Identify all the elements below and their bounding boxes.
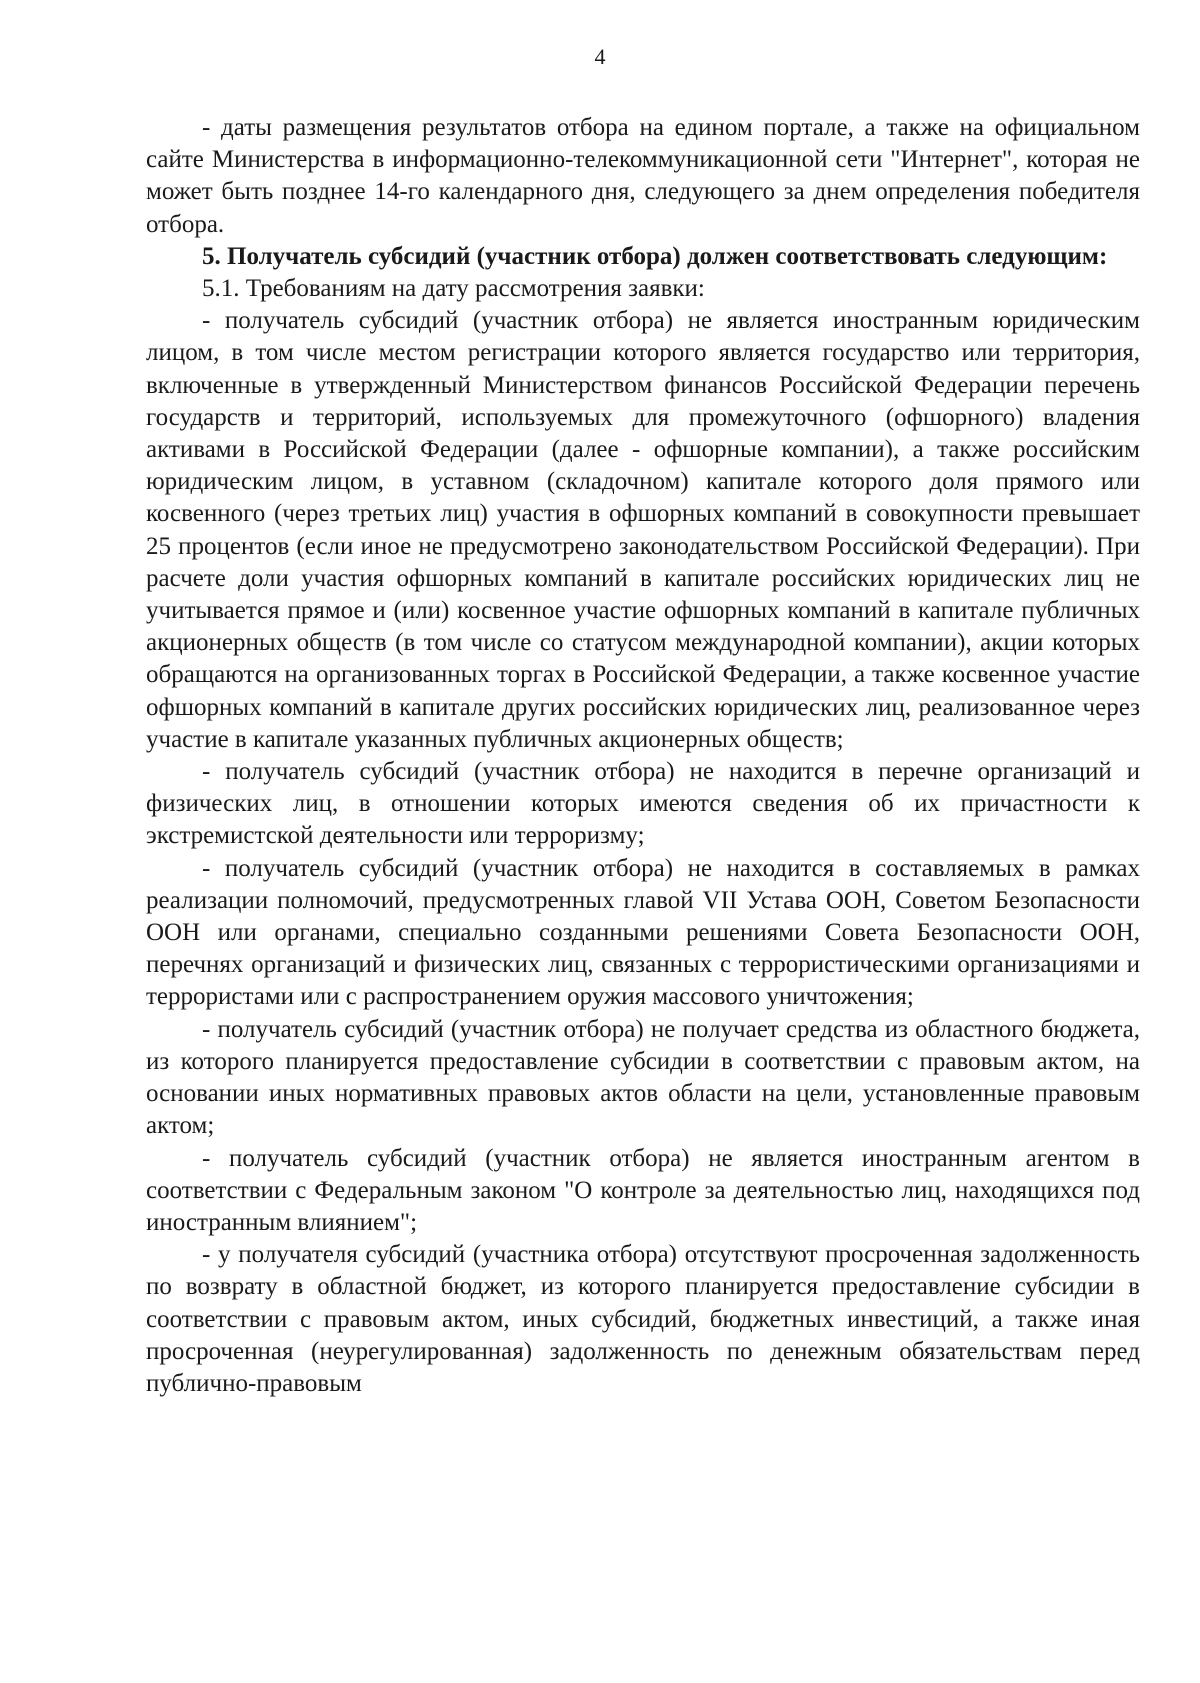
paragraph-budget-funds-requirement: - получатель субсидий (участник отбора) не получает средства из областного бюджета, из которого планируется предоставление субсидии в соответствии с правовым актом, на основании иных нормативных правовых актов области на цели, установленные правовым актом; bbox=[146, 1015, 1140, 1140]
paragraph-publication-dates: - даты размещения результатов отбора на едином портале, а также на официальном сайте Министерства в информационно-телекоммуникационной сети "Интернет", которая не может быть позднее 14-го календарного дня, следующего за днем определения победителя отбора. bbox=[146, 114, 1140, 238]
document-body bbox=[146, 112, 1140, 1400]
page-number: 4 bbox=[594, 44, 606, 69]
paragraph-extremism-requirement: - получатель субсидий (участник отбора) не находится в перечне организаций и физических лиц, в отношении которых имеются сведения об их причастности к экстремистской деятельности или терроризму; bbox=[146, 758, 1140, 850]
paragraph-section-5-heading: 5. Получатель субсидий (участник отбора) должен соответствовать следующим: bbox=[202, 242, 1108, 270]
paragraph-section-5-1: 5.1. Требованиям на дату рассмотрения заявки: bbox=[202, 275, 705, 303]
paragraph-un-lists-requirement: - получатель субсидий (участник отбора) не находится в составляемых в рамках реализации полномочий, предусмотренных главой VII Устава ООН, Советом Безопасности ООН или органами, специально созданными решениями Совета Безопасности ООН, перечнях организаций и физических лиц, связанных с террористическими организациями и террористами или с распространением оружия массового уничтожения; bbox=[146, 854, 1140, 1011]
paragraph-offshore-requirement: - получатель субсидий (участник отбора) не является иностранным юридическим лицом, в том числе местом регистрации которого является государство или территория, включенные в утвержденный Министерством финансов Российской Федерации перечень государств и территорий, используемых для промежуточного (офшорного) владения активами в Российской Федерации (далее - офшорные компании), а также российским юридическим лицом, в уставном (складочном) капитале которого доля прямого или косвенного (через третьих лиц) участия в офшорных компаний в совокупности превышает 25 процентов (если иное не предусмотрено законодательством Российской Федерации). При расчете доли участия офшорных компаний в капитале российских юридических лиц не учитывается прямое и (или) косвенное участие офшорных компаний в капитале публичных акционерных обществ (в том числе со статусом международной компании), акции которых обращаются на организованных торгах в Российской Федерации, а также косвенное участие офшорных компаний в капитале других российских юридических лиц, реализованное через участие в капитале указанных публичных акционерных обществ; bbox=[146, 307, 1140, 753]
paragraph-foreign-agent-requirement: - получатель субсидий (участник отбора) не является иностранным агентом в соответствии с Федеральным законом "О контроле за деятельностью лиц, находящихся под иностранным влиянием"; bbox=[146, 1144, 1140, 1236]
paragraph-debt-requirement: - у получателя субсидий (участника отбора) отсутствуют просроченная задолженность по возврату в областной бюджет, из которого планируется предоставление субсидии в соответствии с правовым актом, иных субсидий, бюджетных инвестиций, а также иная просроченная (неурегулированная) задолженность по денежным обязательствам перед публично-правовым bbox=[146, 1241, 1140, 1397]
